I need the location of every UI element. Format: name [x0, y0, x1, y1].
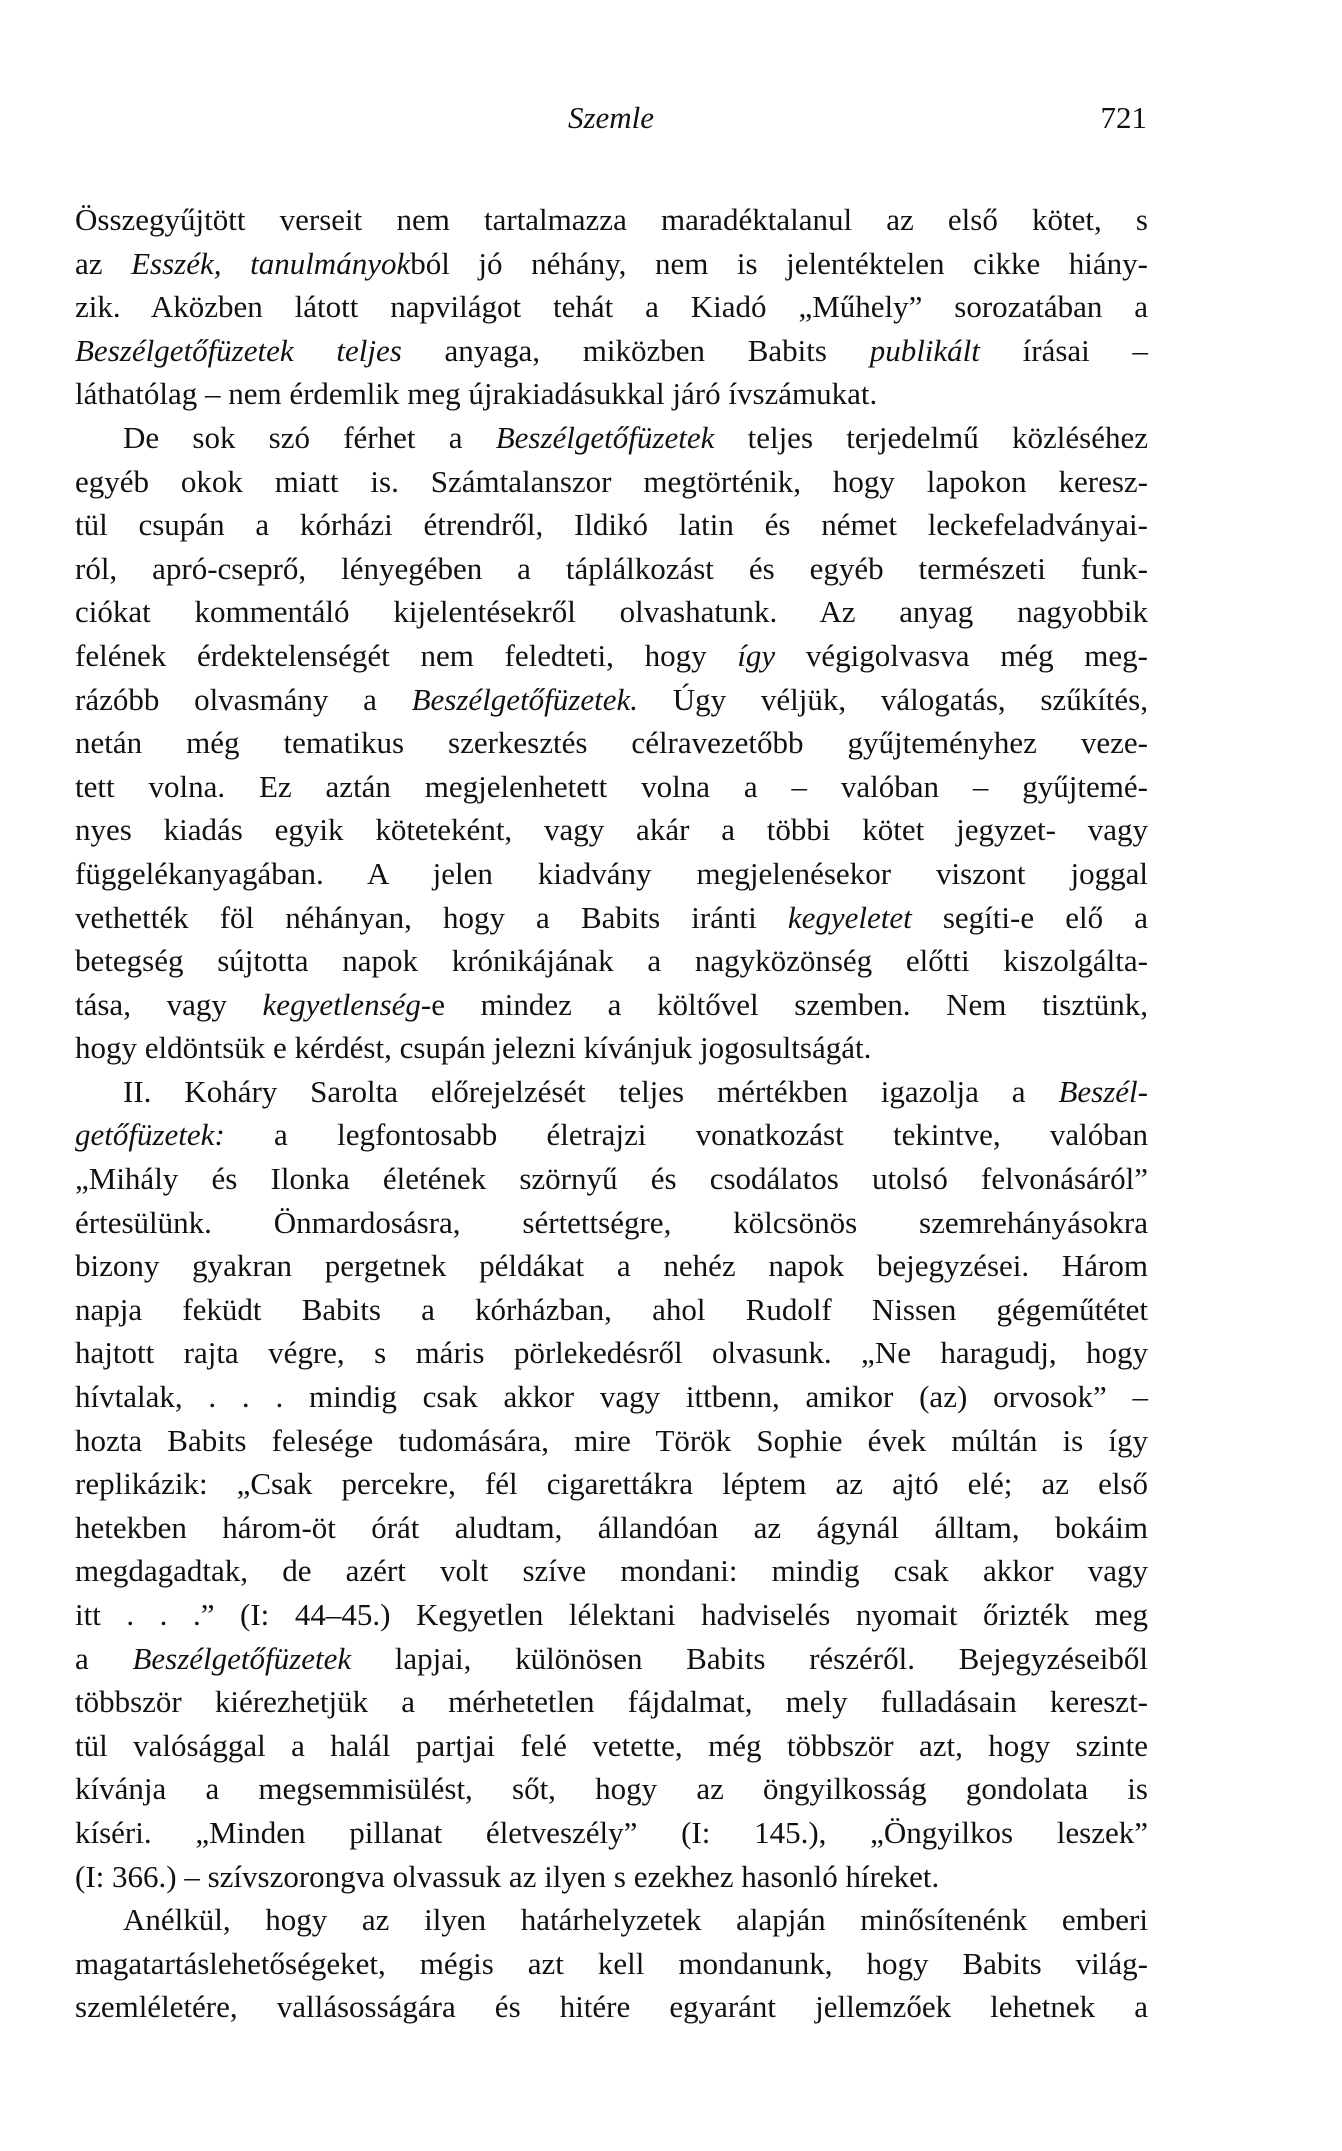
- text-line: tül valósággal a halál partjai felé vetette, még többször azt, hogy szinte: [75, 1727, 1148, 1763]
- italic-title: Beszél-: [1058, 1073, 1148, 1109]
- text-line: magatartáslehetőségeket, mégis azt kell mondanunk, hogy Babits világ-: [75, 1945, 1148, 1981]
- italic-title: kegyeletet: [787, 899, 912, 935]
- text-line: értesülünk. Önmardosásra, sértettségre, kölcsönös szemrehányásokra: [75, 1204, 1148, 1240]
- italic-title: Beszélgetőfüzetek: [495, 419, 715, 455]
- text-line: többször kiérezhetjük a mérhetetlen fájdalmat, mely fulladásain kereszt-: [75, 1684, 1148, 1720]
- text-line: függelékanyagában. A jelen kiadvány megjelenésekor viszont joggal: [75, 855, 1148, 891]
- text-line: hajtott rajta végre, s máris pörlekedésről olvasunk. „Ne haragudj, hogy: [75, 1335, 1148, 1371]
- italic-title: Beszélgetőfüzetek: [132, 1640, 352, 1676]
- text-line: II. Koháry Sarolta előrejelzését teljes mértékben igazolja a Beszél-: [123, 1073, 1148, 1109]
- text-line: szemléletére, vallásosságára és hitére egyaránt jellemzőek lehetnek a: [75, 1989, 1148, 2025]
- text-line: vethették föl néhányan, hogy a Babits iránti kegyeletet segíti-e elő a: [75, 899, 1148, 935]
- text-line: hozta Babits felesége tudomására, mire Török Sophie évek múltán is így: [75, 1422, 1148, 1458]
- text-line: nyes kiadás egyik köteteként, vagy akár a többi kötet jegyzet- vagy: [75, 812, 1148, 848]
- text-line: a Beszélgetőfüzetek lapjai, különösen Babits részéről. Bejegyzéseiből: [75, 1640, 1149, 1676]
- text-line: tett volna. Ez aztán megjelenhetett volna a – valóban – gyűjtemé-: [75, 768, 1148, 804]
- running-head-title: Szemle: [567, 100, 655, 135]
- italic-title: Esszék, tanulmányok: [131, 245, 411, 281]
- text-line: rázóbb olvasmány a Beszélgetőfüzetek. Úgy véljük, válogatás, szűkítés,: [75, 681, 1148, 717]
- text-line: „Mihály és Ilonka életének szörnyű és csodálatos utolsó felvonásáról”: [75, 1161, 1148, 1197]
- text-line: zik. Aközben látott napvilágot tehát a Kiadó „Műhely” sorozatában a: [75, 289, 1148, 325]
- text-line: Anélkül, hogy az ilyen határhelyzetek alapján minősítenénk emberi: [123, 1902, 1148, 1938]
- text-line: megdagadtak, de azért volt szíve mondani: mindig csak akkor vagy: [75, 1553, 1148, 1589]
- text-line: az Esszék, tanulmányokból jó néhány, nem is jelentéktelen cikke hiány-: [75, 245, 1148, 281]
- body-text: [75, 198, 1148, 2029]
- text-line: Beszélgetőfüzetek teljes anyaga, miközben Babits publikált írásai –: [75, 332, 1148, 368]
- text-line: (I: 366.) – szívszorongva olvassuk az ilyen s ezekhez hasonló híreket.: [75, 1858, 940, 1894]
- text-line: getőfüzetek: a legfontosabb életrajzi vonatkozást tekintve, valóban: [75, 1117, 1148, 1153]
- italic-title: Beszélgetőfüzetek.: [411, 681, 638, 717]
- italic-title: így: [737, 637, 776, 673]
- italic-title: kegyetlenség: [262, 986, 421, 1022]
- text-line: De sok szó férhet a Beszélgetőfüzetek teljes terjedelmű közléséhez: [123, 419, 1148, 455]
- text-line: bizony gyakran pergetnek példákat a nehéz napok bejegyzései. Három: [75, 1248, 1148, 1284]
- italic-title: getőfüzetek:: [75, 1117, 225, 1153]
- running-head: [75, 100, 1147, 150]
- text-line: kívánja a megsemmisülést, sőt, hogy az öngyilkosság gondolata is: [75, 1771, 1148, 1807]
- text-line: tása, vagy kegyetlenség-e mindez a költővel szemben. Nem tisztünk,: [75, 986, 1148, 1022]
- text-line: ról, apró-cseprő, lényegében a táplálkozást és egyéb természeti funk-: [75, 550, 1148, 586]
- italic-title: Beszélgetőfüzetek teljes: [75, 332, 402, 368]
- text-line: láthatólag – nem érdemlik meg újrakiadásukkal járó ívszámukat.: [75, 376, 878, 412]
- text-line: napja feküdt Babits a kórházban, ahol Rudolf Nissen gégeműtétet: [75, 1291, 1148, 1327]
- page-number: 721: [1100, 100, 1147, 135]
- italic-title: publikált: [869, 332, 980, 368]
- text-line: ciókat kommentáló kijelentésekről olvashatunk. Az anyag nagyobbik: [75, 594, 1148, 630]
- text-line: kíséri. „Minden pillanat életveszély” (I: 145.), „Öngyilkos leszek”: [75, 1814, 1148, 1850]
- text-line: egyéb okok miatt is. Számtalanszor megtörténik, hogy lapokon keresz-: [75, 463, 1148, 499]
- text-line: betegség sújtotta napok krónikájának a nagyközönség előtti kiszolgálta-: [75, 943, 1148, 979]
- text-line: itt . . .” (I: 44–45.) Kegyetlen lélektani hadviselés nyomait őrizték meg: [75, 1597, 1148, 1632]
- text-line: felének érdektelenségét nem feledteti, hogy így végigolvasva még meg-: [75, 637, 1149, 673]
- text-line: Összegyűjtött verseit nem tartalmazza maradéktalanul az első kötet, s: [75, 202, 1148, 237]
- text-line: netán még tematikus szerkesztés célravezetőbb gyűjteményhez veze-: [75, 725, 1148, 761]
- text-line: hogy eldöntsük e kérdést, csupán jelezni kívánjuk jogosultságát.: [75, 1030, 872, 1066]
- text-line: hívtalak, . . . mindig csak akkor vagy ittbenn, amikor (az) orvosok” –: [75, 1379, 1148, 1415]
- text-line: replikázik: „Csak percekre, fél cigarettákra léptem az ajtó elé; az első: [75, 1466, 1148, 1502]
- text-line: tül csupán a kórházi étrendről, Ildikó latin és német leckefeladványai-: [75, 507, 1148, 543]
- text-line: hetekben három-öt órát aludtam, állandóan az ágynál álltam, bokáim: [75, 1509, 1148, 1545]
